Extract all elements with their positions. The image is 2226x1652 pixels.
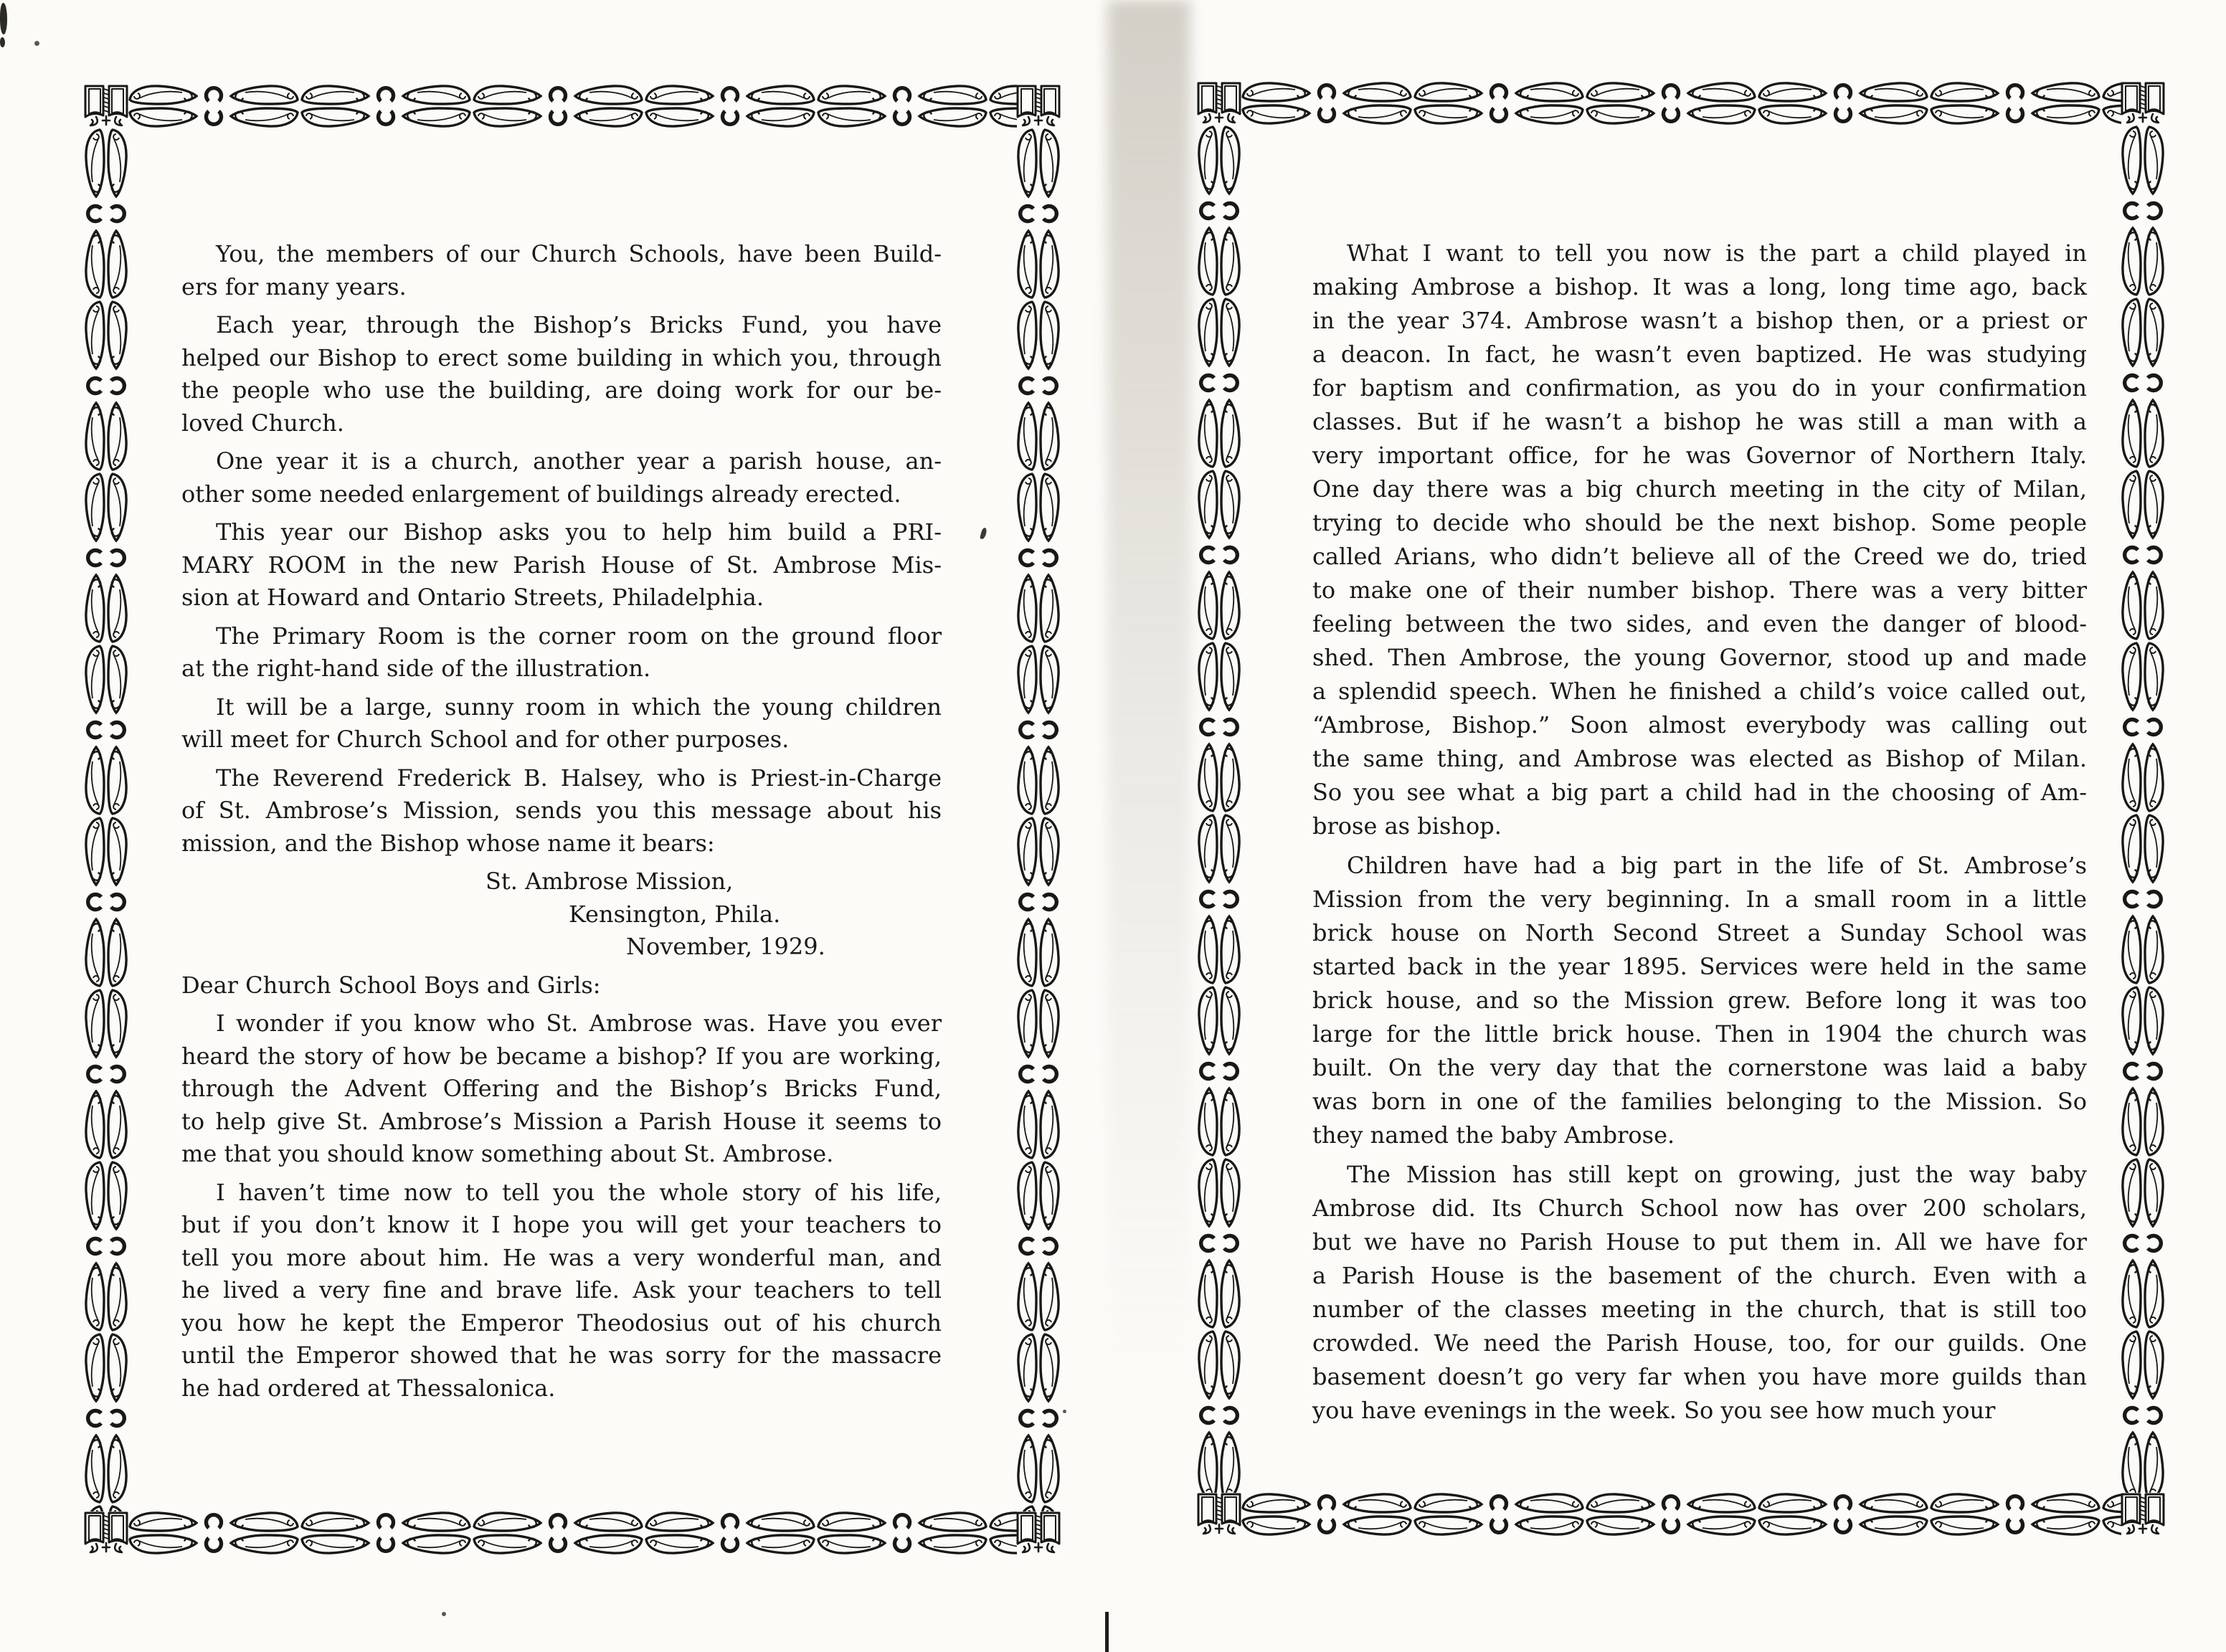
paragraph xyxy=(181,865,942,964)
text-line: the people who use the building, are doing work for our be- xyxy=(181,376,942,404)
text-line: Dear Church School Boys and Girls: xyxy=(181,971,601,999)
text-line: at the right-hand side of the illustration. xyxy=(181,655,651,682)
text-line: he lived a very fine and brave life. Ask your teachers to tell xyxy=(181,1276,942,1304)
text-line: I wonder if you know who St. Ambrose was. Have you ever xyxy=(216,1010,942,1037)
text-line: brose as bishop. xyxy=(1312,812,1502,840)
text-line: What I want to tell you now is the part a child played in xyxy=(1347,239,2087,267)
text-line: trying to decide who should be the next bishop. Some people xyxy=(1312,509,2087,536)
scroll-border-right xyxy=(2121,125,2164,1493)
text-line: you have evenings in the week. So you see how much your xyxy=(1312,1397,1996,1424)
scroll-border-top xyxy=(1241,82,2121,125)
open-book-icon xyxy=(80,80,132,132)
scan-artifact-smudge xyxy=(0,37,5,47)
scroll-border-left xyxy=(85,128,128,1511)
text-line: will meet for Church School and for other purposes. xyxy=(181,726,790,753)
paragraph xyxy=(181,1177,942,1405)
text-line: classes. But if he wasn’t a bishop he was still a man with a xyxy=(1312,408,2087,435)
text-line: The Primary Room is the corner room on the ground floor xyxy=(216,622,942,650)
scroll-border-bottom xyxy=(1241,1493,2121,1536)
text-line: to make one of their number bishop. There was a very bitter xyxy=(1312,576,2087,604)
text-line: MARY ROOM in the new Parish House of St. Ambrose Mis- xyxy=(181,551,942,579)
paragraph xyxy=(181,309,942,440)
text-line: Ambrose did. Its Church School now has over 200 scholars, xyxy=(1312,1195,2087,1222)
text-line: of St. Ambrose’s Mission, sends you this message about his xyxy=(181,797,942,824)
text-line: shed. Then Ambrose, the young Governor, stood up and made xyxy=(1312,644,2087,671)
text-line: loved Church. xyxy=(181,409,344,437)
text-line: Mission from the very beginning. In a small room in a little xyxy=(1312,886,2087,913)
paragraph xyxy=(181,516,942,614)
open-book-icon xyxy=(1193,1489,1245,1540)
text-line: for baptism and confirmation, as you do in your confirmation xyxy=(1312,374,2087,402)
text-line: but we have no Parish House to put them in. All we have for xyxy=(1312,1228,2087,1255)
paragraph xyxy=(181,445,942,511)
scroll-border-right xyxy=(1017,128,1060,1511)
text-line: a splendid speech. When he finished a child’s voice called out, xyxy=(1312,678,2087,705)
text-line: number of the classes meeting in the church, that is still too xyxy=(1312,1296,2087,1323)
text-line: brick house, and so the Mission grew. Before long it was too xyxy=(1312,987,2087,1014)
scan-artifact-smudge xyxy=(0,3,7,34)
text-line: until the Emperor showed that he was sorry for the massacre xyxy=(181,1342,942,1369)
text-line: Kensington, Phila. xyxy=(569,900,781,928)
text-line: was born in one of the families belonging to the Mission. So xyxy=(1312,1088,2087,1115)
scroll-border-top xyxy=(128,85,1017,128)
text-line: The Reverend Frederick B. Halsey, who is Priest-in-Charge xyxy=(216,764,942,792)
text-line: mission, and the Bishop whose name it bears: xyxy=(181,829,715,857)
text-line: other some needed enlargement of buildings already erected. xyxy=(181,480,901,508)
text-line: ers for many years. xyxy=(181,272,407,300)
open-book-icon xyxy=(1013,1507,1064,1559)
text-line: This year our Bishop asks you to help him build a PRI- xyxy=(216,518,942,546)
paragraph xyxy=(1312,849,2087,1152)
paragraph xyxy=(1312,237,2087,843)
paragraph xyxy=(181,1007,942,1171)
text-line: through the Advent Offering and the Bishop’s Bricks Fund, xyxy=(181,1075,942,1102)
text-line: tell you more about him. He was a very wonderful man, and xyxy=(181,1243,942,1271)
text-line: One year it is a church, another year a parish house, an- xyxy=(216,447,942,475)
scroll-border-left xyxy=(1198,125,1241,1493)
text-line: Children have had a big part in the life of St. Ambrose’s xyxy=(1347,852,2087,879)
scan-artifact-gutter-shadow xyxy=(1107,0,1190,1520)
text-line: started back in the year 1895. Services were held in the same xyxy=(1312,953,2087,980)
scan-artifact-speck xyxy=(442,1612,446,1616)
text-line: but if you don’t know it I hope you will get your teachers to xyxy=(181,1211,942,1238)
open-book-icon xyxy=(2117,1489,2169,1540)
text-line: heard the story of how be became a bishop? If you are working, xyxy=(181,1042,942,1070)
open-book-icon xyxy=(1193,77,1245,129)
open-book-icon xyxy=(2117,77,2169,129)
text-line: crowded. We need the Parish House, too, for our guilds. One xyxy=(1312,1329,2087,1357)
paragraph xyxy=(1312,1158,2087,1428)
text-line: I haven’t time now to tell you the whole story of his life, xyxy=(216,1178,942,1206)
paragraph xyxy=(181,238,942,303)
open-book-icon xyxy=(1013,80,1064,132)
text-line: called Arians, who didn’t believe all of the Creed we do, tried xyxy=(1312,543,2087,570)
page-right-text xyxy=(1312,237,2087,1433)
scan-artifact-speck xyxy=(34,41,39,46)
text-line: “Ambrose, Bishop.” Soon almost everybody was calling out xyxy=(1312,711,2087,739)
text-line: Each year, through the Bishop’s Bricks Fund, you have xyxy=(216,311,942,338)
text-line: very important office, for he was Governor of Northern Italy. xyxy=(1312,442,2087,469)
text-line: November, 1929. xyxy=(626,933,825,960)
text-line: to help give St. Ambrose’s Mission a Parish House it seems to xyxy=(181,1107,942,1135)
text-line: they named the baby Ambrose. xyxy=(1312,1121,1675,1149)
text-line: making Ambrose a bishop. It was a long, long time ago, back xyxy=(1312,273,2087,300)
paragraph xyxy=(181,762,942,860)
text-line: a deacon. In fact, he wasn’t even baptized. He was studying xyxy=(1312,341,2087,368)
text-line: sion at Howard and Ontario Streets, Philadelphia. xyxy=(181,584,764,611)
page-left-text xyxy=(181,238,942,1410)
text-line: me that you should know something about St. Ambrose. xyxy=(181,1140,834,1167)
scan-artifact-fold-line xyxy=(1105,1612,1109,1652)
text-line: helped our Bishop to erect some building in which you, through xyxy=(181,343,942,371)
text-line: It will be a large, sunny room in which the young children xyxy=(216,693,942,721)
text-line: The Mission has still kept on growing, just the way baby xyxy=(1347,1161,2087,1188)
paragraph xyxy=(181,969,942,1002)
text-line: the same thing, and Ambrose was elected as Bishop of Milan. xyxy=(1312,745,2087,772)
text-line: he had ordered at Thessalonica. xyxy=(181,1374,556,1402)
text-line: built. On the very day that the cornerstone was laid a baby xyxy=(1312,1054,2087,1081)
open-book-icon xyxy=(80,1507,132,1559)
text-line: St. Ambrose Mission, xyxy=(486,868,734,895)
paragraph xyxy=(181,691,942,756)
text-line: basement doesn’t go very far when you have more guilds than xyxy=(1312,1363,2087,1390)
text-line: brick house on North Second Street a Sunday School was xyxy=(1312,919,2087,946)
text-line: One day there was a big church meeting in the city of Milan, xyxy=(1312,475,2087,503)
paragraph xyxy=(181,620,942,685)
text-line: feeling between the two sides, and even the danger of blood- xyxy=(1312,610,2087,637)
text-line: in the year 374. Ambrose wasn’t a bishop then, or a priest or xyxy=(1312,307,2087,334)
scroll-border-bottom xyxy=(128,1511,1017,1554)
text-line: You, the members of our Church Schools, have been Build- xyxy=(216,240,942,267)
text-line: So you see what a big part a child had in the choosing of Am- xyxy=(1312,779,2087,806)
text-line: large for the little brick house. Then in 1904 the church was xyxy=(1312,1020,2087,1048)
text-line: a Parish House is the basement of the church. Even with a xyxy=(1312,1262,2087,1289)
text-line: you how he kept the Emperor Theodosius out of his church xyxy=(181,1309,942,1337)
